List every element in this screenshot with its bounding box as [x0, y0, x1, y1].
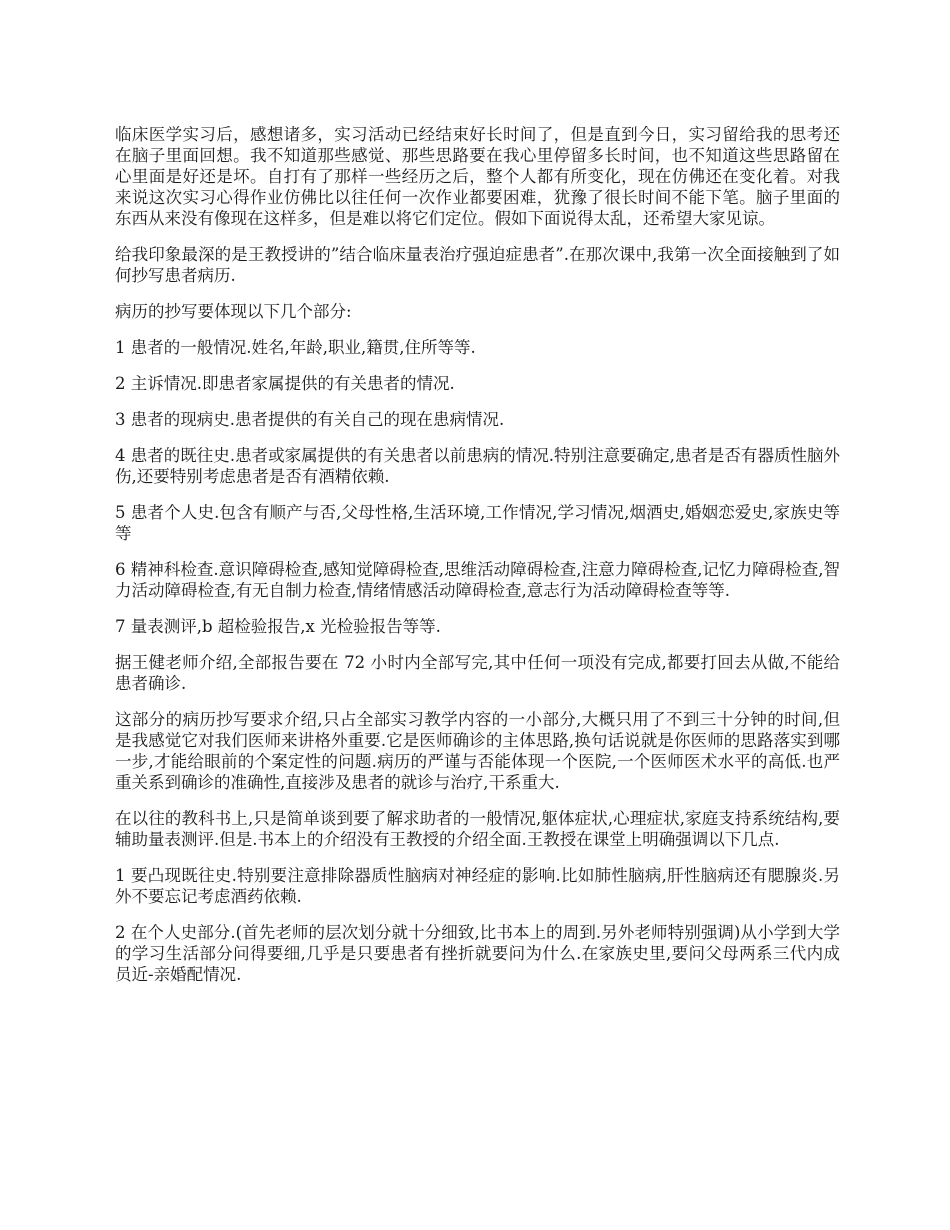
list-item: 2 在个人史部分.(首先老师的层次划分就十分细致,比书本上的周到.另外老师特别强调)从小学到大学的学习生活部分问得要细,几乎是只要患者有挫折就要问为什么.在家族史里,要问父母两系三代内成员近-亲婚配情况. — [115, 923, 840, 984]
paragraph-impression: 给我印象最深的是王教授讲的”结合临床量表治疗强迫症患者”.在那次课中,我第一次全面接触到了如何抄写患者病历. — [115, 245, 840, 285]
list-item: 2 主诉情况.即患者家属提供的有关患者的情况. — [115, 374, 455, 393]
paragraph-importance: 这部分的病历抄写要求介绍,只占全部实习教学内容的一小部分,大概只用了不到三十分钟的时间,但是我感觉它对我们医师来讲格外重要.它是医师确诊的主体思路,换句话说就是你医师的思路落实到哪一步,才能给眼前的个案定性的问题.病历的严谨与否能体现一个医院,一个医师医术水平的高低.也严重关系到确诊的准确性,直接涉及患者的就诊与治疗,干系重大. — [115, 710, 840, 792]
list-item: 7 量表测评,b 超检验报告,x 光检验报告等等. — [115, 617, 441, 636]
list-item: 1 要凸现既往史.特别要注意排除器质性脑病对神经症的影响.比如肺性脑病,肝性脑病还有腮腺炎.另外不要忘记考虑酒药依赖. — [115, 866, 840, 906]
list-item: 4 患者的既往史.患者或家属提供的有关患者以前患病的情况.特别注意要确定,患者是否有器质性脑外伤,还要特别考虑患者是否有酒精依赖. — [115, 446, 840, 486]
list-item: 6 精神科检查.意识障碍检查,感知觉障碍检查,思维活动障碍检查,注意力障碍检查,记忆力障碍检查,智力活动障碍检查,有无自制力检查,情绪情感活动障碍检查,意志行为活动障碍检查等等. — [115, 560, 840, 600]
paragraph-record-parts-heading: 病历的抄写要体现以下几个部分: — [115, 302, 352, 321]
list-item: 5 患者个人史.包含有顺产与否,父母性格,生活环境,工作情况,学习情况,烟酒史,婚姻恋爱史,家族史等等 — [115, 503, 840, 543]
list-item: 1 患者的一般情况.姓名,年龄,职业,籍贯,住所等等. — [115, 338, 476, 357]
paragraph-deadline: 据王健老师介绍,全部报告要在 72 小时内全部写完,其中任何一项没有完成,都要打回去从做,不能给患者确诊. — [115, 653, 840, 693]
paragraph-intro: 临床医学实习后，感想诸多，实习活动已经结束好长时间了，但是直到今日，实习留给我的思考还在脑子里面回想。我不知道那些感觉、那些思路要在我心里停留多长时间，也不知道这些思路留在心里面是好还是坏。自打有了那样一些经历之后，整个人都有所变化，现在仿佛还在变化着。对我来说这次实习心得作业仿佛比以往任何一次作业都要困难，犹豫了很长时间不能下笔。脑子里面的东西从来没有像现在这样多，但是难以将它们定位。假如下面说得太乱，还希望大家见谅。 — [115, 125, 840, 228]
list-item: 3 患者的现病史.患者提供的有关自己的现在患病情况. — [115, 410, 505, 429]
document-page — [115, 124, 840, 1000]
paragraph-textbook: 在以往的教科书上,只是简单谈到要了解求助者的一般情况,躯体症状,心理症状,家庭支持系统结构,要辅助量表测评.但是.书本上的介绍没有王教授的介绍全面.王教授在课堂上明确强调以下几点. — [115, 809, 840, 849]
